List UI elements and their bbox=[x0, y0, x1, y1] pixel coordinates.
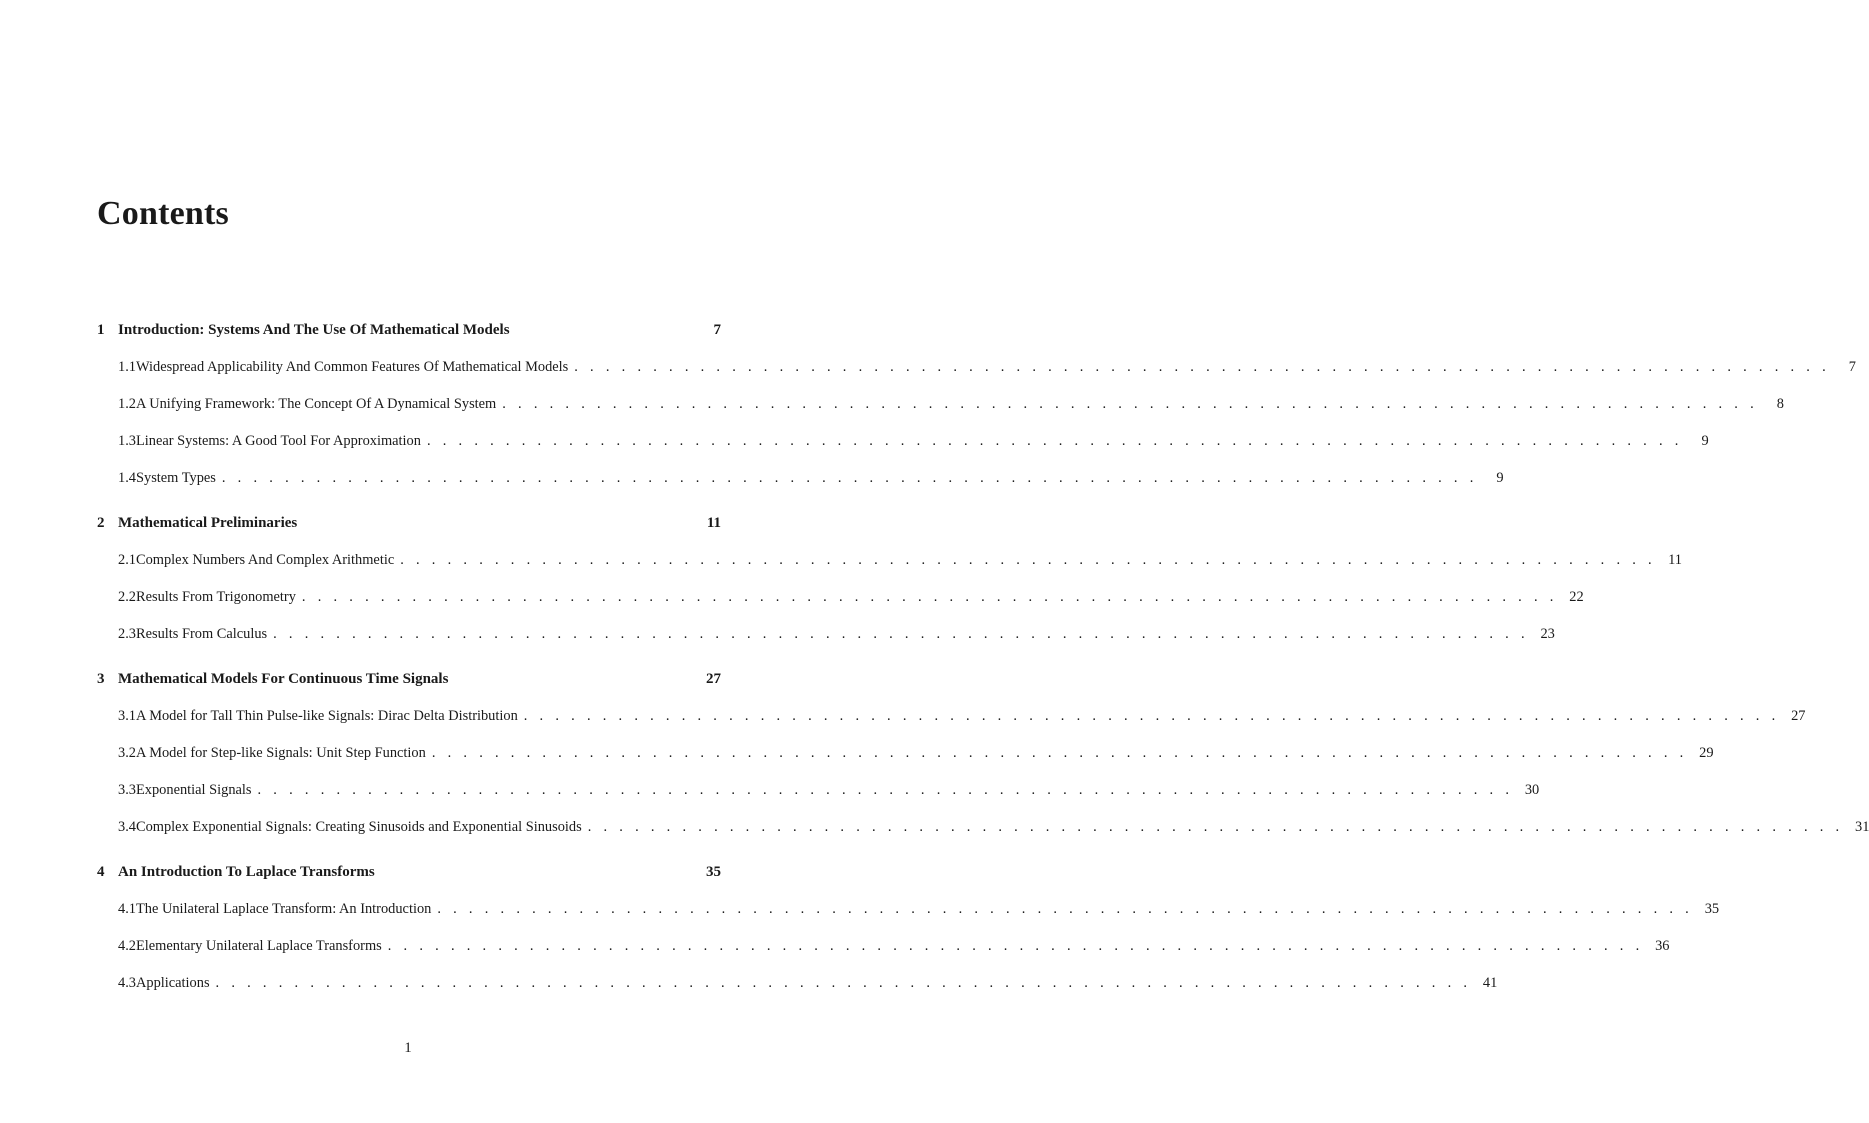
toc-section-entry[interactable] bbox=[97, 546, 1682, 575]
toc-section-entry[interactable] bbox=[97, 390, 1784, 419]
toc-section-entry[interactable] bbox=[97, 739, 1714, 768]
section-page: 22 bbox=[1569, 589, 1584, 605]
section-page: 30 bbox=[1524, 782, 1540, 798]
toc-section-entry[interactable] bbox=[97, 776, 1540, 805]
section-number: 2.2 bbox=[118, 589, 136, 605]
toc-section-entry[interactable] bbox=[97, 969, 1498, 998]
chapter-title: Mathematical Models For Continuous Time Signals bbox=[118, 671, 449, 687]
section-number: 2.1 bbox=[118, 552, 136, 568]
dot-leader: . . . . . . . . . . . . . . . . . . . . . . . . . . . . . . . . . . . . . . . . . . . . . . . . . . . . . . . . . . . . . . . . . . . . . . . . . . . . . . . . bbox=[387, 938, 1644, 954]
toc-section-entry[interactable] bbox=[97, 895, 1720, 924]
section-title: Exponential Signals bbox=[136, 782, 252, 798]
chapter-number: 1 bbox=[97, 322, 105, 338]
section-title: Widespread Applicability And Common Features Of Mathematical Models bbox=[136, 359, 569, 375]
section-page: 29 bbox=[1699, 745, 1714, 761]
section-page: 7 bbox=[1848, 359, 1856, 375]
dot-leader: . . . . . . . . . . . . . . . . . . . . . . . . . . . . . . . . . . . . . . . . . . . . . . . . . . . . . . . . . . . . . . . . . . . . . . . . . . . . . . . . bbox=[574, 359, 1830, 375]
toc-chapter bbox=[97, 858, 1720, 998]
page-number: 1 bbox=[404, 1040, 412, 1056]
toc-chapter bbox=[97, 665, 1869, 842]
dot-leader: . . . . . . . . . . . . . . . . . . . . . . . . . . . . . . . . . . . . . . . . . . . . . . . . . . . . . . . . . . . . . . . . . . . . . . . . . . . . . . . . bbox=[437, 901, 1694, 917]
section-title: Linear Systems: A Good Tool For Approximation bbox=[136, 433, 421, 449]
toc-section-entry[interactable] bbox=[97, 932, 1670, 961]
section-page: 31 bbox=[1855, 819, 1869, 835]
section-number: 3.2 bbox=[118, 745, 136, 761]
section-title: Complex Numbers And Complex Arithmetic bbox=[136, 552, 395, 568]
section-number: 4.2 bbox=[118, 938, 136, 954]
section-number: 3.3 bbox=[118, 782, 136, 798]
section-number: 3.1 bbox=[118, 708, 136, 724]
chapter-title: Mathematical Preliminaries bbox=[118, 515, 298, 531]
dot-leader: . . . . . . . . . . . . . . . . . . . . . . . . . . . . . . . . . . . . . . . . . . . . . . . . . . . . . . . . . . . . . . . . . . . . . . . . . . . . . . . . bbox=[400, 552, 1656, 568]
toc-chapter-entry[interactable] bbox=[97, 316, 721, 345]
section-page: 8 bbox=[1776, 396, 1784, 412]
section-number: 3.4 bbox=[118, 819, 136, 835]
section-title: The Unilateral Laplace Transform: An Introduction bbox=[136, 901, 432, 917]
section-title: Results From Trigonometry bbox=[136, 589, 296, 605]
toc-section-entry[interactable] bbox=[97, 353, 1856, 382]
section-number: 4.1 bbox=[118, 901, 136, 917]
section-page: 23 bbox=[1540, 626, 1555, 642]
section-number: 1.3 bbox=[118, 433, 136, 449]
chapter-title: An Introduction To Laplace Transforms bbox=[118, 864, 375, 880]
chapter-page: 7 bbox=[713, 322, 721, 338]
section-page: 35 bbox=[1704, 901, 1720, 917]
section-title: System Types bbox=[136, 470, 216, 486]
chapter-page: 35 bbox=[706, 864, 721, 880]
chapter-number: 3 bbox=[97, 671, 105, 687]
section-number: 1.1 bbox=[118, 359, 136, 375]
section-title: A Model for Tall Thin Pulse-like Signals: Dirac Delta Distribution bbox=[136, 708, 518, 724]
chapter-title: Introduction: Systems And The Use Of Mathematical Models bbox=[118, 322, 510, 338]
dot-leader: . . . . . . . . . . . . . . . . . . . . . . . . . . . . . . . . . . . . . . . . . . . . . . . . . . . . . . . . . . . . . . . . . . . . . . . . . . . . . . . . bbox=[426, 433, 1683, 449]
toc-chapter bbox=[97, 509, 1682, 649]
chapter-page: 11 bbox=[706, 515, 721, 531]
dot-leader: . . . . . . . . . . . . . . . . . . . . . . . . . . . . . . . . . . . . . . . . . . . . . . . . . . . . . . . . . . . . . . . . . . . . . . . . . . . . . . . . bbox=[215, 975, 1472, 991]
dot-leader: . . . . . . . . . . . . . . . . . . . . . . . . . . . . . . . . . . . . . . . . . . . . . . . . . . . . . . . . . . . . . . . . . . . . . . . . . . . . . . . . bbox=[273, 626, 1529, 642]
section-page: 9 bbox=[1701, 433, 1709, 449]
section-number: 1.4 bbox=[118, 470, 136, 486]
toc-chapter-entry[interactable] bbox=[97, 509, 721, 538]
section-number: 1.2 bbox=[118, 396, 136, 412]
chapter-number: 2 bbox=[97, 515, 105, 531]
toc-section-entry[interactable] bbox=[97, 702, 1806, 731]
toc-section-entry[interactable] bbox=[97, 813, 1869, 842]
dot-leader: . . . . . . . . . . . . . . . . . . . . . . . . . . . . . . . . . . . . . . . . . . . . . . . . . . . . . . . . . . . . . . . . . . . . . . . . . . . . . . . . bbox=[257, 782, 1514, 798]
dot-leader: . . . . . . . . . . . . . . . . . . . . . . . . . . . . . . . . . . . . . . . . . . . . . . . . . . . . . . . . . . . . . . . . . . . . . . . . . . . . . . . . bbox=[587, 819, 1844, 835]
toc-section-entry[interactable] bbox=[97, 620, 1555, 649]
table-of-contents bbox=[97, 316, 1869, 1014]
toc-chapter-entry[interactable] bbox=[97, 858, 721, 887]
section-page: 9 bbox=[1496, 470, 1504, 486]
toc-chapter-entry[interactable] bbox=[97, 665, 721, 694]
section-title: A Model for Step-like Signals: Unit Step Function bbox=[136, 745, 426, 761]
dot-leader: . . . . . . . . . . . . . . . . . . . . . . . . . . . . . . . . . . . . . . . . . . . . . . . . . . . . . . . . . . . . . . . . . . . . . . . . . . . . . . . . bbox=[523, 708, 1780, 724]
section-title: Elementary Unilateral Laplace Transforms bbox=[136, 938, 382, 954]
section-page: 11 bbox=[1668, 552, 1682, 568]
section-title: Complex Exponential Signals: Creating Sinusoids and Exponential Sinusoids bbox=[136, 819, 582, 835]
chapter-page: 27 bbox=[706, 671, 721, 687]
page-title: Contents bbox=[97, 195, 229, 232]
dot-leader: . . . . . . . . . . . . . . . . . . . . . . . . . . . . . . . . . . . . . . . . . . . . . . . . . . . . . . . . . . . . . . . . . . . . . . . . . . . . . . . . bbox=[301, 589, 1558, 605]
section-page: 36 bbox=[1655, 938, 1670, 954]
toc-section-entry[interactable] bbox=[97, 464, 1504, 493]
dot-leader: . . . . . . . . . . . . . . . . . . . . . . . . . . . . . . . . . . . . . . . . . . . . . . . . . . . . . . . . . . . . . . . . . . . . . . . . . . . . . . . . bbox=[221, 470, 1478, 486]
section-title: Applications bbox=[136, 975, 210, 991]
chapter-number: 4 bbox=[97, 864, 105, 880]
section-title: A Unifying Framework: The Concept Of A Dynamical System bbox=[136, 396, 497, 412]
section-page: 27 bbox=[1791, 708, 1806, 724]
section-number: 4.3 bbox=[118, 975, 136, 991]
dot-leader: . . . . . . . . . . . . . . . . . . . . . . . . . . . . . . . . . . . . . . . . . . . . . . . . . . . . . . . . . . . . . . . . . . . . . . . . . . . . . . . . bbox=[502, 396, 1758, 412]
section-page: 41 bbox=[1482, 975, 1498, 991]
toc-section-entry[interactable] bbox=[97, 427, 1709, 456]
section-title: Results From Calculus bbox=[136, 626, 268, 642]
section-number: 2.3 bbox=[118, 626, 136, 642]
dot-leader: . . . . . . . . . . . . . . . . . . . . . . . . . . . . . . . . . . . . . . . . . . . . . . . . . . . . . . . . . . . . . . . . . . . . . . . . . . . . . . . . bbox=[431, 745, 1688, 761]
toc-chapter bbox=[97, 316, 1856, 493]
toc-section-entry[interactable] bbox=[97, 583, 1584, 612]
